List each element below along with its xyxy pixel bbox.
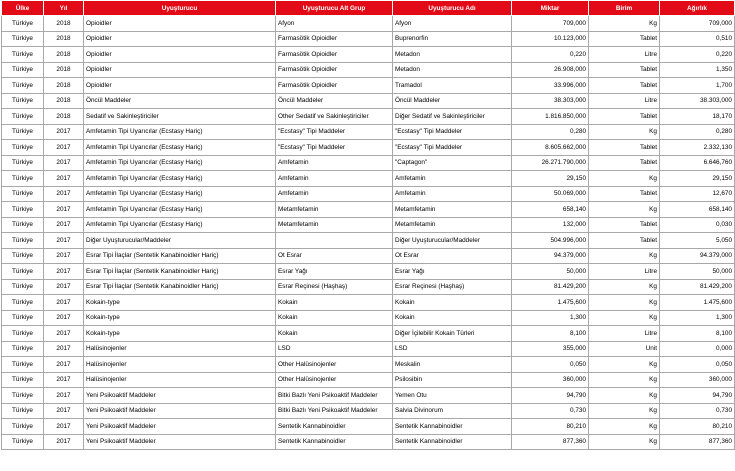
country-cell: Türkiye: [2, 403, 44, 419]
header-row: [2, 1, 735, 16]
drug-name-cell: "Ecstasy" Tipi Maddeler: [393, 124, 512, 140]
country-cell: Türkiye: [2, 388, 44, 404]
unit-cell: Unit: [589, 341, 660, 357]
drug-subgroup-cell: LSD: [276, 341, 393, 357]
drug-subgroup-cell: Metamfetamin: [276, 217, 393, 233]
weight-cell: 877,360: [660, 434, 735, 450]
weight-cell: 80,210: [660, 419, 735, 435]
drug-cell: Opioidler: [84, 16, 276, 32]
table-row: [2, 233, 735, 249]
quantity-cell: 877,360: [512, 434, 589, 450]
country-cell: Türkiye: [2, 279, 44, 295]
country-cell: Türkiye: [2, 341, 44, 357]
year-cell: 2017: [44, 233, 84, 249]
quantity-cell: 360,000: [512, 372, 589, 388]
drug-cell: Kokain-type: [84, 310, 276, 326]
drug-cell: Sedatif ve Sakinleştiriciler: [84, 109, 276, 125]
country-cell: Türkiye: [2, 140, 44, 156]
year-cell: 2018: [44, 109, 84, 125]
drug-cell: Opioidler: [84, 47, 276, 63]
drug-name-cell: Salvia Divinorum: [393, 403, 512, 419]
drug-cell: Amfetamin Tipi Uyarıcılar (Ecstasy Hariç): [84, 124, 276, 140]
quantity-cell: 81.429,200: [512, 279, 589, 295]
table-row: [2, 341, 735, 357]
drug-name-cell: Diğer Sedatif ve Sakinleştiriciler: [393, 109, 512, 125]
drug-name-cell: Kokain: [393, 295, 512, 311]
weight-cell: 0,510: [660, 31, 735, 47]
unit-cell: Tablet: [589, 109, 660, 125]
quantity-cell: 504.996,000: [512, 233, 589, 249]
table-row: [2, 109, 735, 125]
drug-cell: Amfetamin Tipi Uyarıcılar (Ecstasy Hariç): [84, 186, 276, 202]
quantity-cell: 94.379,000: [512, 248, 589, 264]
drug-subgroup-cell: Esrar Reçinesi (Haşhaş): [276, 279, 393, 295]
weight-cell: 38.303,000: [660, 93, 735, 109]
unit-cell: Tablet: [589, 140, 660, 156]
drug-cell: Kokain-type: [84, 326, 276, 342]
drug-cell: Halüsinojenler: [84, 357, 276, 373]
weight-cell: 1,700: [660, 78, 735, 94]
year-cell: 2018: [44, 62, 84, 78]
table-row: [2, 248, 735, 264]
drug-subgroup-cell: Esrar Yağı: [276, 264, 393, 280]
drug-subgroup-cell: Other Sedatif ve Sakinleştiriciler: [276, 109, 393, 125]
country-cell: Türkiye: [2, 326, 44, 342]
weight-cell: 5,050: [660, 233, 735, 249]
weight-cell: 94.379,000: [660, 248, 735, 264]
table-row: [2, 217, 735, 233]
unit-cell: Kg: [589, 279, 660, 295]
table-row: [2, 16, 735, 32]
weight-cell: 81.429,200: [660, 279, 735, 295]
drug-name-cell: Amfetamin: [393, 171, 512, 187]
table-row: [2, 326, 735, 342]
drug-cell: Öncül Maddeler: [84, 93, 276, 109]
drug-cell: Opioidler: [84, 78, 276, 94]
drug-cell: Yeni Psikoaktif Maddeler: [84, 419, 276, 435]
drug-subgroup-cell: Sentetik Kannabinoidler: [276, 434, 393, 450]
drug-name-cell: Ot Esrar: [393, 248, 512, 264]
quantity-cell: 0,730: [512, 403, 589, 419]
drug-name-cell: Psilosibin: [393, 372, 512, 388]
year-cell: 2017: [44, 326, 84, 342]
year-cell: 2018: [44, 93, 84, 109]
unit-cell: Kg: [589, 295, 660, 311]
unit-cell: Kg: [589, 372, 660, 388]
quantity-cell: 33.996,000: [512, 78, 589, 94]
year-cell: 2017: [44, 140, 84, 156]
unit-cell: Kg: [589, 403, 660, 419]
drug-cell: Kokain-type: [84, 295, 276, 311]
year-cell: 2017: [44, 403, 84, 419]
table-row: [2, 171, 735, 187]
drug-cell: Esrar Tipi İlaçlar (Sentetik Kanabinoidler Hariç): [84, 248, 276, 264]
drug-name-cell: Öncül Maddeler: [393, 93, 512, 109]
drug-subgroup-cell: "Ecstasy" Tipi Maddeler: [276, 140, 393, 156]
column-header-quantity: Miktar: [512, 1, 589, 16]
unit-cell: Litre: [589, 93, 660, 109]
weight-cell: 29,150: [660, 171, 735, 187]
drug-name-cell: Meskalin: [393, 357, 512, 373]
drug-name-cell: Tramadol: [393, 78, 512, 94]
drug-name-cell: "Ecstasy" Tipi Maddeler: [393, 140, 512, 156]
year-cell: 2017: [44, 155, 84, 171]
unit-cell: Kg: [589, 202, 660, 218]
drug-name-cell: Metadon: [393, 47, 512, 63]
country-cell: Türkiye: [2, 357, 44, 373]
country-cell: Türkiye: [2, 47, 44, 63]
country-cell: Türkiye: [2, 186, 44, 202]
weight-cell: 2.332,130: [660, 140, 735, 156]
weight-cell: 50,000: [660, 264, 735, 280]
unit-cell: Tablet: [589, 233, 660, 249]
weight-cell: 1,350: [660, 62, 735, 78]
drug-name-cell: Sentetik Kannabinoidler: [393, 434, 512, 450]
table-row: [2, 310, 735, 326]
weight-cell: 0,050: [660, 357, 735, 373]
drug-name-cell: Amfetamin: [393, 186, 512, 202]
country-cell: Türkiye: [2, 93, 44, 109]
drug-subgroup-cell: Other Halüsinojenler: [276, 372, 393, 388]
drug-subgroup-cell: Amfetamin: [276, 171, 393, 187]
year-cell: 2017: [44, 357, 84, 373]
country-cell: Türkiye: [2, 62, 44, 78]
weight-cell: 18,170: [660, 109, 735, 125]
year-cell: 2017: [44, 217, 84, 233]
unit-cell: Kg: [589, 310, 660, 326]
quantity-cell: 50.069,000: [512, 186, 589, 202]
unit-cell: Litre: [589, 264, 660, 280]
column-header-unit: Birim: [589, 1, 660, 16]
year-cell: 2017: [44, 171, 84, 187]
year-cell: 2017: [44, 388, 84, 404]
table-row: [2, 93, 735, 109]
drug-subgroup-cell: Other Halüsinojenler: [276, 357, 393, 373]
table-row: [2, 62, 735, 78]
country-cell: Türkiye: [2, 419, 44, 435]
drug-subgroup-cell: Ot Esrar: [276, 248, 393, 264]
unit-cell: Tablet: [589, 186, 660, 202]
drug-name-cell: Esrar Reçinesi (Haşhaş): [393, 279, 512, 295]
table-row: [2, 295, 735, 311]
drug-subgroup-cell: Metamfetamin: [276, 202, 393, 218]
country-cell: Türkiye: [2, 295, 44, 311]
unit-cell: Tablet: [589, 78, 660, 94]
drug-cell: Amfetamin Tipi Uyarıcılar (Ecstasy Hariç): [84, 155, 276, 171]
unit-cell: Kg: [589, 357, 660, 373]
drug-subgroup-cell: Bitki Bazlı Yeni Psikoaktif Maddeler: [276, 388, 393, 404]
drug-cell: Yeni Psikoaktif Maddeler: [84, 403, 276, 419]
quantity-cell: 8,100: [512, 326, 589, 342]
table-row: [2, 264, 735, 280]
drug-cell: Opioidler: [84, 62, 276, 78]
column-header-weight: Ağırlık: [660, 1, 735, 16]
drug-cell: Halüsinojenler: [84, 341, 276, 357]
column-header-drug: Uyuşturucu: [84, 1, 276, 16]
quantity-cell: 1,300: [512, 310, 589, 326]
table-row: [2, 419, 735, 435]
year-cell: 2017: [44, 248, 84, 264]
drug-name-cell: Buprenorfin: [393, 31, 512, 47]
drug-cell: Esrar Tipi İlaçlar (Sentetik Kanabinoidler Hariç): [84, 279, 276, 295]
weight-cell: 0,030: [660, 217, 735, 233]
year-cell: 2018: [44, 78, 84, 94]
drug-subgroup-cell: Farmasötik Opioidler: [276, 31, 393, 47]
drug-subgroup-cell: Bitki Bazlı Yeni Psikoaktif Maddeler: [276, 403, 393, 419]
drug-subgroup-cell: "Ecstasy" Tipi Maddeler: [276, 124, 393, 140]
drug-subgroup-cell: Öncül Maddeler: [276, 93, 393, 109]
drug-cell: Yeni Psikoaktif Maddeler: [84, 388, 276, 404]
table-row: [2, 78, 735, 94]
year-cell: 2017: [44, 279, 84, 295]
column-header-country: Ülke: [2, 1, 44, 16]
drug-name-cell: Metamfetamin: [393, 202, 512, 218]
country-cell: Türkiye: [2, 248, 44, 264]
unit-cell: Tablet: [589, 62, 660, 78]
quantity-cell: 50,000: [512, 264, 589, 280]
table-row: [2, 186, 735, 202]
quantity-cell: 355,000: [512, 341, 589, 357]
weight-cell: 1.475,600: [660, 295, 735, 311]
weight-cell: 6.646,760: [660, 155, 735, 171]
table-row: [2, 434, 735, 450]
quantity-cell: 8.605.662,000: [512, 140, 589, 156]
drug-name-cell: Sentetik Kannabinoidler: [393, 419, 512, 435]
weight-cell: 12,670: [660, 186, 735, 202]
table-row: [2, 357, 735, 373]
weight-cell: 0,730: [660, 403, 735, 419]
drug-cell: Halüsinojenler: [84, 372, 276, 388]
year-cell: 2018: [44, 47, 84, 63]
quantity-cell: 0,280: [512, 124, 589, 140]
weight-cell: 0,000: [660, 341, 735, 357]
country-cell: Türkiye: [2, 78, 44, 94]
table-row: [2, 140, 735, 156]
quantity-cell: 29,150: [512, 171, 589, 187]
quantity-cell: 1.816.850,000: [512, 109, 589, 125]
weight-cell: 709,000: [660, 16, 735, 32]
quantity-cell: 10.123,000: [512, 31, 589, 47]
unit-cell: Kg: [589, 124, 660, 140]
unit-cell: Kg: [589, 434, 660, 450]
drug-name-cell: Diğer İçilebilir Kokain Türleri: [393, 326, 512, 342]
drug-cell: Yeni Psikoaktif Maddeler: [84, 434, 276, 450]
unit-cell: Tablet: [589, 31, 660, 47]
drug-name-cell: Metamfetamin: [393, 217, 512, 233]
country-cell: Türkiye: [2, 202, 44, 218]
drug-subgroup-cell: Amfetamin: [276, 186, 393, 202]
drug-cell: Amfetamin Tipi Uyarıcılar (Ecstasy Hariç): [84, 140, 276, 156]
drug-name-cell: Diğer Uyuşturucular/Maddeler: [393, 233, 512, 249]
drug-cell: Esrar Tipi İlaçlar (Sentetik Kanabinoidler Hariç): [84, 264, 276, 280]
quantity-cell: 709,000: [512, 16, 589, 32]
quantity-cell: 26.271.790,000: [512, 155, 589, 171]
country-cell: Türkiye: [2, 16, 44, 32]
drug-cell: Amfetamin Tipi Uyarıcılar (Ecstasy Hariç): [84, 202, 276, 218]
year-cell: 2017: [44, 419, 84, 435]
drug-cell: Opioidler: [84, 31, 276, 47]
drug-subgroup-cell: Afyon: [276, 16, 393, 32]
drug-name-cell: LSD: [393, 341, 512, 357]
weight-cell: 360,000: [660, 372, 735, 388]
table-body: [2, 16, 735, 450]
weight-cell: 8,100: [660, 326, 735, 342]
weight-cell: 658,140: [660, 202, 735, 218]
unit-cell: Tablet: [589, 155, 660, 171]
table-row: [2, 403, 735, 419]
country-cell: Türkiye: [2, 31, 44, 47]
drug-cell: Diğer Uyuşturucular/Maddeler: [84, 233, 276, 249]
country-cell: Türkiye: [2, 124, 44, 140]
unit-cell: Kg: [589, 248, 660, 264]
table-row: [2, 31, 735, 47]
unit-cell: Kg: [589, 171, 660, 187]
quantity-cell: 94,790: [512, 388, 589, 404]
drug-subgroup-cell: Farmasötik Opioidler: [276, 47, 393, 63]
weight-cell: 94,790: [660, 388, 735, 404]
year-cell: 2017: [44, 295, 84, 311]
drug-name-cell: Esrar Yağı: [393, 264, 512, 280]
year-cell: 2018: [44, 16, 84, 32]
drug-subgroup-cell: Kokain: [276, 326, 393, 342]
drug-seizure-table: [1, 0, 735, 450]
country-cell: Türkiye: [2, 372, 44, 388]
drug-subgroup-cell: [276, 233, 393, 249]
table-row: [2, 279, 735, 295]
unit-cell: Litre: [589, 47, 660, 63]
drug-name-cell: Afyon: [393, 16, 512, 32]
quantity-cell: 658,140: [512, 202, 589, 218]
table-row: [2, 202, 735, 218]
country-cell: Türkiye: [2, 310, 44, 326]
year-cell: 2017: [44, 341, 84, 357]
drug-subgroup-cell: Kokain: [276, 295, 393, 311]
drug-subgroup-cell: Farmasötik Opioidler: [276, 62, 393, 78]
unit-cell: Kg: [589, 16, 660, 32]
drug-name-cell: Metadon: [393, 62, 512, 78]
country-cell: Türkiye: [2, 109, 44, 125]
drug-name-cell: "Captagon": [393, 155, 512, 171]
column-header-year: Yıl: [44, 1, 84, 16]
quantity-cell: 26.908,000: [512, 62, 589, 78]
table-row: [2, 47, 735, 63]
country-cell: Türkiye: [2, 434, 44, 450]
table-row: [2, 124, 735, 140]
quantity-cell: 132,000: [512, 217, 589, 233]
year-cell: 2017: [44, 186, 84, 202]
quantity-cell: 1.475,600: [512, 295, 589, 311]
quantity-cell: 80,210: [512, 419, 589, 435]
country-cell: Türkiye: [2, 171, 44, 187]
country-cell: Türkiye: [2, 233, 44, 249]
year-cell: 2017: [44, 202, 84, 218]
unit-cell: Tablet: [589, 217, 660, 233]
unit-cell: Kg: [589, 388, 660, 404]
drug-name-cell: Yemen Otu: [393, 388, 512, 404]
country-cell: Türkiye: [2, 264, 44, 280]
year-cell: 2017: [44, 124, 84, 140]
year-cell: 2017: [44, 264, 84, 280]
drug-subgroup-cell: Amfetamin: [276, 155, 393, 171]
table-row: [2, 155, 735, 171]
weight-cell: 0,280: [660, 124, 735, 140]
quantity-cell: 0,050: [512, 357, 589, 373]
drug-subgroup-cell: Sentetik Kannabinoidler: [276, 419, 393, 435]
table-row: [2, 388, 735, 404]
year-cell: 2017: [44, 372, 84, 388]
year-cell: 2017: [44, 310, 84, 326]
country-cell: Türkiye: [2, 217, 44, 233]
column-header-drug-name: Uyuşturucu Adı: [393, 1, 512, 16]
drug-name-cell: Kokain: [393, 310, 512, 326]
unit-cell: Litre: [589, 326, 660, 342]
year-cell: 2017: [44, 434, 84, 450]
weight-cell: 1,300: [660, 310, 735, 326]
drug-cell: Amfetamin Tipi Uyarıcılar (Ecstasy Hariç): [84, 171, 276, 187]
quantity-cell: 38.303,000: [512, 93, 589, 109]
drug-subgroup-cell: Farmasötik Opioidler: [276, 78, 393, 94]
drug-subgroup-cell: Kokain: [276, 310, 393, 326]
quantity-cell: 0,220: [512, 47, 589, 63]
drug-cell: Amfetamin Tipi Uyarıcılar (Ecstasy Hariç): [84, 217, 276, 233]
unit-cell: Kg: [589, 419, 660, 435]
weight-cell: 0,220: [660, 47, 735, 63]
country-cell: Türkiye: [2, 155, 44, 171]
column-header-drug-subgroup: Uyuşturucu Alt Grup: [276, 1, 393, 16]
table-row: [2, 372, 735, 388]
year-cell: 2018: [44, 31, 84, 47]
